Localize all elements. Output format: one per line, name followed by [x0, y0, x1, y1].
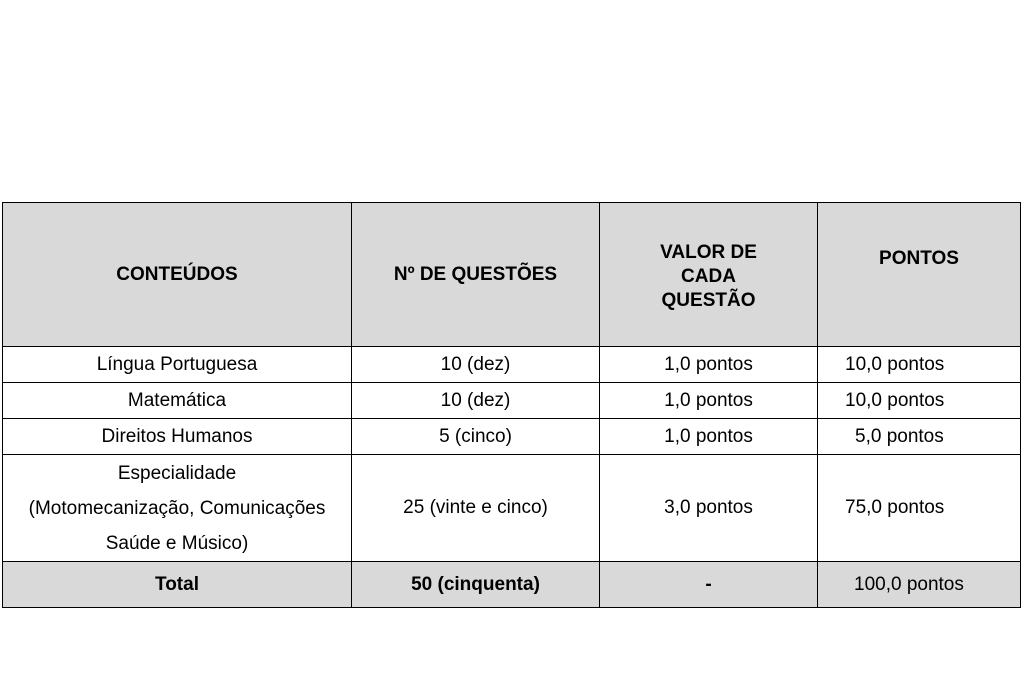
cell-questoes: 5 (cinco) — [352, 419, 600, 455]
cell-conteudo-line3: Saúde e Músico) — [105, 532, 249, 554]
cell-pontos: 10,0 pontos — [818, 347, 1021, 383]
header-valor-line1: VALOR DE — [660, 241, 757, 263]
cell-questoes: 25 (vinte e cinco) — [352, 455, 600, 562]
cell-valor: 3,0 pontos — [600, 455, 818, 562]
total-row — [3, 562, 1021, 608]
table-row — [3, 347, 1021, 383]
table-row — [3, 383, 1021, 419]
total-pontos: 100,0 pontos — [818, 562, 1021, 608]
total-label: Total — [3, 562, 352, 608]
header-valor-line2: CADA — [681, 265, 736, 287]
total-valor: - — [600, 562, 818, 608]
header-valor — [600, 203, 818, 347]
table-header-row — [3, 203, 1021, 347]
cell-conteudo-line2: (Motomecanização, Comunicações — [28, 497, 326, 519]
cell-valor: 1,0 pontos — [600, 383, 818, 419]
score-table — [2, 202, 1021, 608]
header-conteudos: CONTEÚDOS — [3, 203, 352, 347]
cell-pontos: 10,0 pontos — [818, 383, 1021, 419]
table-row — [3, 455, 1021, 562]
cell-conteudo-line1: Especialidade — [117, 462, 237, 484]
cell-questoes: 10 (dez) — [352, 347, 600, 383]
cell-conteudo: Direitos Humanos — [3, 419, 352, 455]
total-questoes: 50 (cinquenta) — [352, 562, 600, 608]
cell-conteudo: Matemática — [3, 383, 352, 419]
header-valor-line3: QUESTÃO — [661, 289, 756, 311]
table-row — [3, 419, 1021, 455]
cell-pontos: 75,0 pontos — [818, 455, 1021, 562]
cell-valor: 1,0 pontos — [600, 347, 818, 383]
cell-pontos: 5,0 pontos — [818, 419, 1021, 455]
header-questoes: Nº DE QUESTÕES — [352, 203, 600, 347]
cell-valor: 1,0 pontos — [600, 419, 818, 455]
cell-questoes: 10 (dez) — [352, 383, 600, 419]
cell-conteudo — [3, 455, 352, 562]
cell-conteudo: Língua Portuguesa — [3, 347, 352, 383]
header-pontos: PONTOS — [818, 203, 1021, 347]
